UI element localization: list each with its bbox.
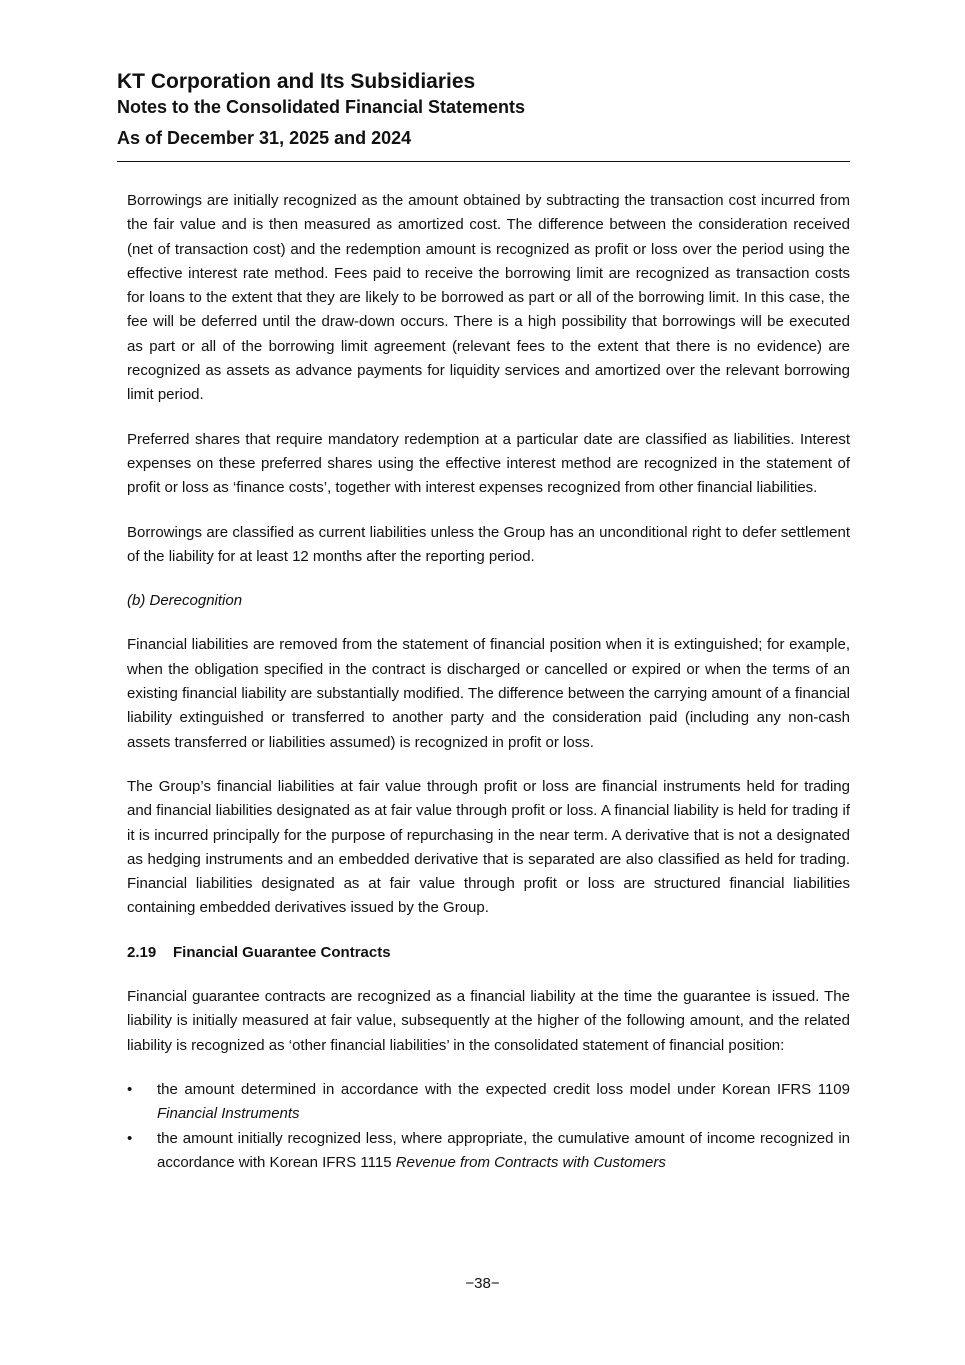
page-number: −38− bbox=[465, 1275, 500, 1292]
list-item bbox=[127, 1127, 850, 1176]
paragraph-guarantee-intro: Financial guarantee contracts are recognized as a financial liability at the time the guarantee is issued. The liability is initially measured at fair value, subsequently at the higher of the following amount, and the related liability is recognized as ‘other financial liabilities’ in the consolidated statement of financial position: bbox=[127, 988, 850, 1054]
subheading-derecognition: (b) Derecognition bbox=[127, 592, 243, 610]
paragraph-borrowings-recognition: Borrowings are initially recognized as the amount obtained by subtracting the transaction cost incurred from the fair value and is then measured as amortized cost. The difference between the consideration received (net of transaction cost) and the redemption amount is recognized as profit or loss over the period using the effective interest rate method. Fees paid to receive the borrowing limit are recognized as transaction costs for loans to the extent that they are likely to be borrowed as part or all of the borrowing limit. In this case, the fee will be deferred until the draw-down occurs. There is a high possibility that borrowings will be executed as part or all of the borrowing limit agreement (relevant fees to the extent that there is no evidence) are recognized as assets as advance payments for liquidity services and amortized over the relevant borrowing limit period. bbox=[127, 192, 850, 404]
page-body bbox=[127, 189, 850, 1175]
header-divider bbox=[117, 161, 850, 162]
report-date: As of December 31, 2025 and 2024 bbox=[117, 128, 412, 148]
list-item bbox=[127, 1078, 850, 1127]
paragraph-borrowings-classification: Borrowings are classified as current liabilities unless the Group has an unconditional right to defer settlement of the liability for at least 12 months after the reporting period. bbox=[127, 523, 850, 565]
section-number: 2.19 bbox=[127, 943, 157, 961]
bullet-icon: • bbox=[127, 1129, 133, 1147]
section-title: Financial Guarantee Contracts bbox=[173, 943, 391, 961]
paragraph-preferred-shares: Preferred shares that require mandatory redemption at a particular date are classified as liabilities. Interest expenses on these preferred shares using the effective interest method are recognized in the statement of profit or loss as ‘finance costs’, together with interest expenses recognized from other financial liabilities. bbox=[127, 430, 850, 497]
paragraph-fvtpl-liabilities: The Group’s financial liabilities at fair value through profit or loss are financial instruments held for trading and financial liabilities designated as at fair value through profit or loss. A financial liability is held for trading if it is incurred principally for the purpose of repurchasing in the near term. A derivative that is not a designated as hedging instruments and an embedded derivative that is separated are also classified as held for trading. Financial liabilities designated as at fair value through profit or loss are structured financial liabilities containing embedded derivatives issued by the Group. bbox=[127, 777, 850, 917]
bullet-text: the amount initially recognized less, where appropriate, the cumulative amount of income recognized in accordance with Korean IFRS 1115 bbox=[157, 1129, 850, 1171]
company-name: KT Corporation and Its Subsidiaries bbox=[117, 70, 476, 93]
section-heading bbox=[127, 941, 850, 965]
paragraph-derecognition: Financial liabilities are removed from the statement of financial position when it is extinguished; for example, when the obligation specified in the contract is discharged or cancelled or expired or when the terms of an existing financial liability are substantially modified. The difference between the carrying amount of a financial liability extinguished or transferred to another party and the consideration paid (including any non-cash assets transferred or liabilities assumed) is recognized in profit or loss. bbox=[127, 636, 850, 751]
guarantee-bullet-list bbox=[127, 1078, 850, 1175]
page-header bbox=[117, 68, 850, 149]
bullet-italic-text: Financial Instruments bbox=[157, 1105, 300, 1123]
notes-title: Notes to the Consolidated Financial Statements bbox=[117, 97, 526, 117]
bullet-icon: • bbox=[127, 1080, 133, 1098]
bullet-italic-text: Revenue from Contracts with Customers bbox=[395, 1153, 666, 1171]
bullet-text: the amount determined in accordance with the expected credit loss model under Korean IFRS 1109 bbox=[157, 1080, 850, 1098]
